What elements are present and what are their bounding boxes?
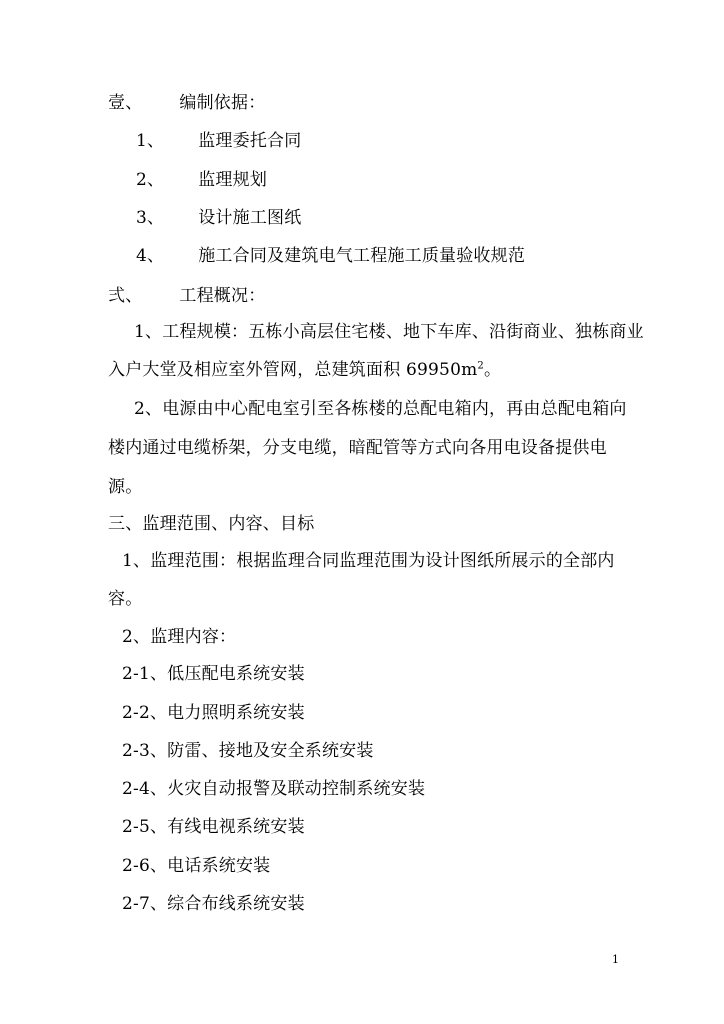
list-item: 2-2、电力照明系统安装 <box>122 703 305 723</box>
section-heading-overview <box>108 285 265 307</box>
period: 。 <box>483 360 502 380</box>
paragraph-line <box>108 359 501 381</box>
item-text: 设计施工图纸 <box>198 208 302 228</box>
section-heading-scope: 三、监理范围、内容、目标 <box>108 514 315 534</box>
paragraph-line: 楼内通过电缆桥架，分支电缆，暗配管等方式向各用电设备提供电 <box>108 438 607 458</box>
item-number: 4、 <box>136 246 165 266</box>
list-item: 2-5、有线电视系统安装 <box>122 817 305 837</box>
paragraph-line: 容。 <box>108 589 143 609</box>
list-item: 2-1、低压配电系统安装 <box>122 664 305 684</box>
subsection-heading: 2、监理内容： <box>122 627 237 647</box>
list-item <box>136 130 301 152</box>
section-number: 壹、 <box>108 93 143 113</box>
item-number: 3、 <box>136 208 165 228</box>
list-item: 2-7、综合布线系统安装 <box>122 894 305 914</box>
paragraph-line: 1、监理范围：根据监理合同监理范围为设计图纸所展示的全部内 <box>122 551 615 571</box>
item-text: 监理规划 <box>198 170 268 190</box>
section-number: 弍、 <box>108 286 143 306</box>
paragraph-line: 源。 <box>108 477 143 497</box>
list-item: 2-4、火灾自动报警及联动控制系统安装 <box>122 779 426 799</box>
section-title: 工程概况： <box>179 286 266 306</box>
list-item <box>136 245 525 267</box>
list-item: 2-3、防雷、接地及安全系统安装 <box>122 741 374 761</box>
superscript: 2 <box>477 360 484 372</box>
area-text: 入户大堂及相应室外管网，总建筑面积 69950m <box>108 360 478 380</box>
list-item: 2-6、电话系统安装 <box>122 856 271 876</box>
list-item <box>136 169 267 191</box>
paragraph-line: 1、工程规模：五栋小高层住宅楼、地下车库、沿街商业、独栋商业 <box>134 322 644 342</box>
item-number: 1、 <box>136 131 165 151</box>
item-text: 施工合同及建筑电气工程施工质量验收规范 <box>198 246 526 266</box>
list-item <box>136 207 301 229</box>
section-title: 编制依据： <box>179 93 266 113</box>
item-text: 监理委托合同 <box>198 131 302 151</box>
page-number: 1 <box>612 953 619 966</box>
paragraph-line: 2、电源由中心配电室引至各栋楼的总配电箱内，再由总配电箱向 <box>134 399 627 419</box>
item-number: 2、 <box>136 170 165 190</box>
section-heading-basis <box>108 92 265 114</box>
